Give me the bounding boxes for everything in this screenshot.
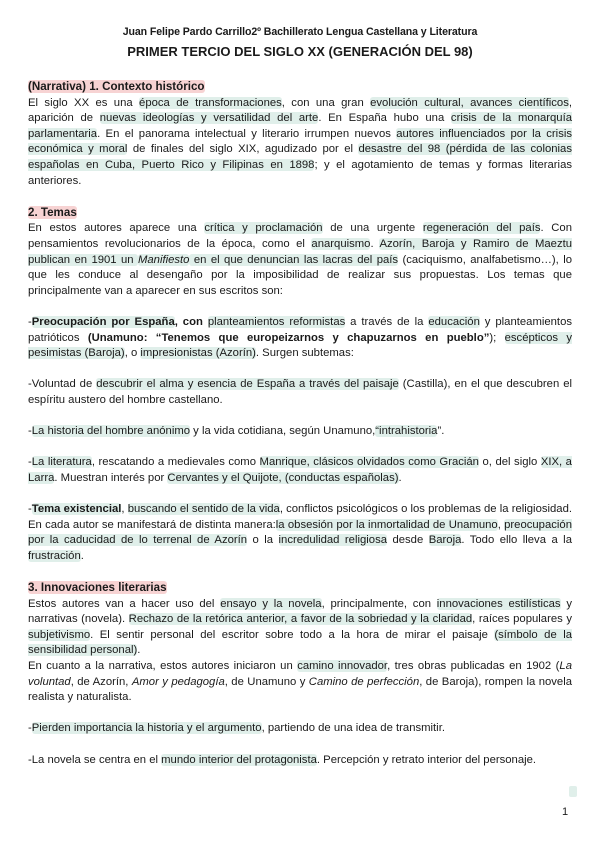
highlighted-text: crítica y proclamación: [204, 222, 323, 235]
highlighted-text: regeneración del país: [422, 222, 541, 235]
highlighted-text: ensayo y la novela: [220, 597, 322, 610]
body-text: y planteamientos patrióticos: [28, 315, 572, 344]
body-text: );: [489, 331, 505, 344]
document-body: [28, 79, 572, 768]
highlighted-text: anarquismo: [311, 237, 371, 250]
body-text: En cuanto a la narrativa, estos autores iniciaron un: [28, 659, 298, 672]
body-text: . El sentir personal del escritor sobre todo a la hora de mirar el paisaje: [90, 628, 495, 641]
body-text: -: [28, 503, 32, 516]
body-text: -: [28, 722, 32, 735]
body-text: El siglo XX es una: [28, 96, 140, 109]
highlighted-text: innovaciones estilísticas: [436, 597, 561, 610]
highlighted-text: subjetivismo: [28, 628, 91, 641]
body-text: En estos autores aparece una: [28, 222, 205, 235]
body-text: . Surgen subtemas:: [255, 347, 354, 360]
body-text: . Todo ello lleva a la: [461, 534, 572, 547]
body-text: -Voluntad de: [28, 378, 97, 391]
subtheme-literature: [28, 455, 572, 486]
highlighted-text: época de transformaciones: [139, 96, 282, 109]
highlighted-text: impresionistas (Azorín): [140, 347, 256, 360]
highlighted-text: frustración: [28, 549, 81, 562]
body-text: a través de la: [345, 315, 429, 328]
body-text: . Percepción y retrato interior del personaje.: [316, 753, 537, 766]
highlighted-text: Azorín, Baroja y Ramiro de Maeztu publican en 1901 un: [28, 237, 573, 266]
body-text: , rescatando a medievales como: [91, 456, 260, 469]
body-text: .: [370, 237, 380, 250]
section-1-heading: [28, 79, 572, 96]
highlighted-text: escépticos y pesimistas (Baroja): [28, 331, 572, 360]
body-text: , raíces populares y: [472, 613, 572, 626]
body-text: -La novela se centra en el: [28, 753, 162, 766]
highlighted-text: (símbolo de la sensibilidad personal): [28, 628, 573, 657]
body-text: , con: [174, 315, 208, 328]
section-1-paragraph: [28, 96, 572, 190]
body-text: ,: [497, 518, 505, 531]
highlighted-text: Cervantes y el Quijote, (conductas españolas): [167, 471, 399, 484]
highlighted-text: buscando el sentido de la vida: [127, 503, 280, 516]
highlighted-text: educación: [428, 315, 480, 328]
body-text: Camino de perfección: [308, 675, 420, 688]
highlighted-text: la obsesión por la inmortalidad de Unamuno: [275, 518, 498, 531]
highlighted-text: evolución cultural, avances científicos: [370, 96, 569, 109]
body-text: o, del siglo: [478, 456, 541, 469]
body-text: de una urgente: [322, 222, 423, 235]
subtheme-intrahistory: [28, 424, 572, 440]
highlighted-text: Pierden importancia la historia y el argumento: [31, 722, 262, 735]
innovation-inner-world: [28, 753, 572, 769]
body-text: 3. Innovaciones literarias: [28, 581, 167, 594]
highlighted-text: incredulidad religiosa: [278, 534, 387, 547]
body-text: . En España hubo una: [318, 112, 451, 125]
body-text: , o: [124, 347, 141, 360]
body-text: -: [28, 456, 32, 469]
body-text: , conflictos psicológicos o los problemas de la religiosidad. En cada autor se manifestará de distinta manera:: [28, 503, 572, 531]
body-text: desde: [387, 534, 429, 547]
highlighted-text: nuevas ideologías y versatilidad del arte: [99, 112, 319, 125]
highlighted-text: autores influenciados por la crisis económica y moral: [28, 127, 572, 156]
body-text: . En el panorama intelectual y literario irrumpen nuevos: [97, 127, 397, 140]
body-text: , de Azorín,: [70, 675, 132, 688]
body-text: o la: [247, 534, 279, 547]
section-2-intro: [28, 221, 572, 299]
body-text: ; y el agotamiento de temas y formas literarias anteriores.: [28, 158, 572, 187]
subtheme-landscape: [28, 377, 572, 408]
section-3-heading: [28, 580, 572, 597]
body-text: (Castilla), en el que descubren el espíritu austero del hombre castellano.: [28, 378, 572, 406]
body-text: ”.: [437, 425, 445, 438]
section-3-narrative: [28, 659, 572, 706]
body-text: , con una gran: [281, 96, 371, 109]
body-text: 2. Temas: [28, 205, 77, 219]
body-text: y narrativas (novela).: [28, 597, 572, 626]
page-number: 1: [562, 806, 569, 818]
body-text: .: [80, 549, 84, 562]
highlighted-text: La historia del hombre anónimo: [31, 425, 191, 438]
body-text: Amor y pedagogía: [131, 675, 225, 688]
body-text: y la vida cotidiana, según Unamuno,: [190, 425, 376, 438]
body-text: .: [137, 644, 141, 657]
body-text: , de Unamuno y: [224, 675, 309, 688]
body-text: (Narrativa) 1. Contexto histórico: [28, 80, 205, 93]
body-text: , principalmente, con: [321, 597, 437, 610]
body-text: . Con pensamientos revolucionarios de la época, como el: [28, 222, 572, 250]
body-text: . Muestran interés por: [54, 471, 168, 484]
highlighted-text: preocupación por la caducidad de lo terrenal de Azorín: [28, 518, 572, 547]
highlighted-text: Preocupación por España: [31, 315, 175, 328]
highlighted-text: La literatura: [31, 456, 92, 469]
highlighted-text: XIX, a Larra: [28, 456, 572, 484]
highlighted-text: planteamientos reformistas: [207, 315, 346, 328]
body-text: (Unamuno: “Tenemos que europeizarnos y chapuzarnos en pueblo”: [87, 331, 490, 344]
document-title: PRIMER TERCIO DEL SIGLO XX (GENERACIÓN DEL 98): [127, 44, 473, 59]
highlighted-text: camino innovador: [297, 659, 388, 672]
body-text: , de Baroja), rompen la novela realista y naturalista.: [28, 675, 572, 704]
body-text: Estos autores van a hacer uso del: [28, 597, 221, 610]
highlighted-text: crisis de la monarquía parlamentaria: [28, 112, 573, 140]
body-text: .: [398, 471, 402, 484]
section-3-intro: [28, 597, 572, 659]
highlighted-text: mundo interior del protagonista: [161, 753, 317, 766]
highlighted-text: Manifiesto: [137, 253, 190, 266]
theme-existential: [28, 502, 572, 564]
highlighted-text: en el que denuncian las lacras del país: [189, 253, 399, 266]
body-text: de finales del siglo XIX, agudizado por el: [127, 143, 359, 156]
body-text: , partiendo de una idea de transmitir.: [261, 722, 445, 735]
highlight-mark: [569, 786, 577, 797]
body-text: , aparición de: [28, 96, 572, 125]
body-text: -: [28, 315, 32, 328]
highlighted-text: descubrir el alma y esencia de España a través del paisaje: [96, 378, 399, 391]
body-text: -: [28, 425, 32, 438]
body-text: (caciquismo, analfabetismo…), lo que les conduce al desengaño por la imposibilidad de realizar sus propuestas. Los temas que principalmente van a aparecer en sus escritos son:: [28, 253, 572, 297]
highlighted-text: “intrahistoria: [375, 425, 438, 438]
highlighted-text: Tema existencial: [31, 503, 122, 516]
body-text: La voluntad: [28, 659, 572, 688]
theme-spain: [28, 315, 572, 362]
section-2-heading: [28, 205, 572, 222]
highlighted-text: Rechazo de la retórica anterior, a favor de la sobriedad y la claridad: [128, 613, 473, 626]
body-text: , tres obras publicadas en 1902 (: [387, 659, 560, 672]
innovation-plot: [28, 721, 572, 737]
body-text: ,: [121, 503, 128, 516]
author-course-line: Juan Felipe Pardo Carrillo2º Bachillerato Lengua Castellana y Literatura: [122, 26, 478, 38]
highlighted-text: Manrique, clásicos olvidados como Gracián: [259, 456, 479, 469]
highlighted-text: Baroja: [428, 534, 462, 547]
highlighted-text: desastre del 98 (pérdida de las colonias españolas en Cuba, Puerto Rico y Filipinas en 1898: [28, 143, 572, 171]
